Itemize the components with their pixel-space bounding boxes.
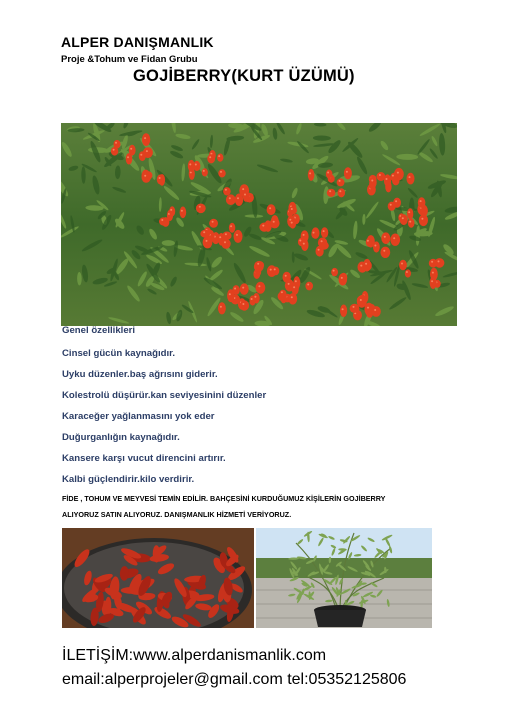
service-note	[62, 491, 432, 523]
feature-item: Uyku düzenler.baş ağrısını giderir.	[62, 369, 218, 380]
feature-item: Kalbi güçlendirir.kilo verdirir.	[62, 474, 195, 485]
feature-item: Karaceğer yağlanmasını yok eder	[62, 411, 215, 422]
company-subtitle: Proje &Tohum ve Fidan Grubu	[61, 54, 198, 65]
feature-item: Kansere karşı vucut direncini artırır.	[62, 453, 226, 464]
dried-berries-photo	[62, 528, 254, 628]
company-name: ALPER DANIŞMANLIK	[61, 34, 214, 50]
contact-web: İLETİŞİM:www.alperdanismanlik.com	[62, 647, 327, 664]
feature-item: Duğurganlığın kaynağıdır.	[62, 432, 180, 443]
feature-item: Kolestrolü düşürür.kan seviyesinini düzenler	[62, 390, 267, 401]
feature-item: Cinsel gücün kaynağıdır.	[62, 348, 176, 359]
goji-bush-photo	[61, 123, 457, 326]
potted-plant-photo	[256, 528, 432, 628]
features-heading: Genel özellikleri	[62, 325, 136, 336]
contact-email-phone: email:alperprojeler@gmail.com tel:05352125806	[62, 671, 407, 688]
service-note-line: ALIYORUZ SATIN ALIYORUZ. DANIŞMANLIK HİZMETİ VERİYORUZ.	[62, 510, 292, 519]
service-note-line: FİDE , TOHUM VE MEYVESİ TEMİN EDİLİR. BAHÇESİNİ KURDUĞUMUZ KİŞİLERİN GOJİBERRY	[62, 494, 386, 503]
page-title: GOJİBERRY(KURT ÜZÜMÜ)	[133, 67, 355, 85]
